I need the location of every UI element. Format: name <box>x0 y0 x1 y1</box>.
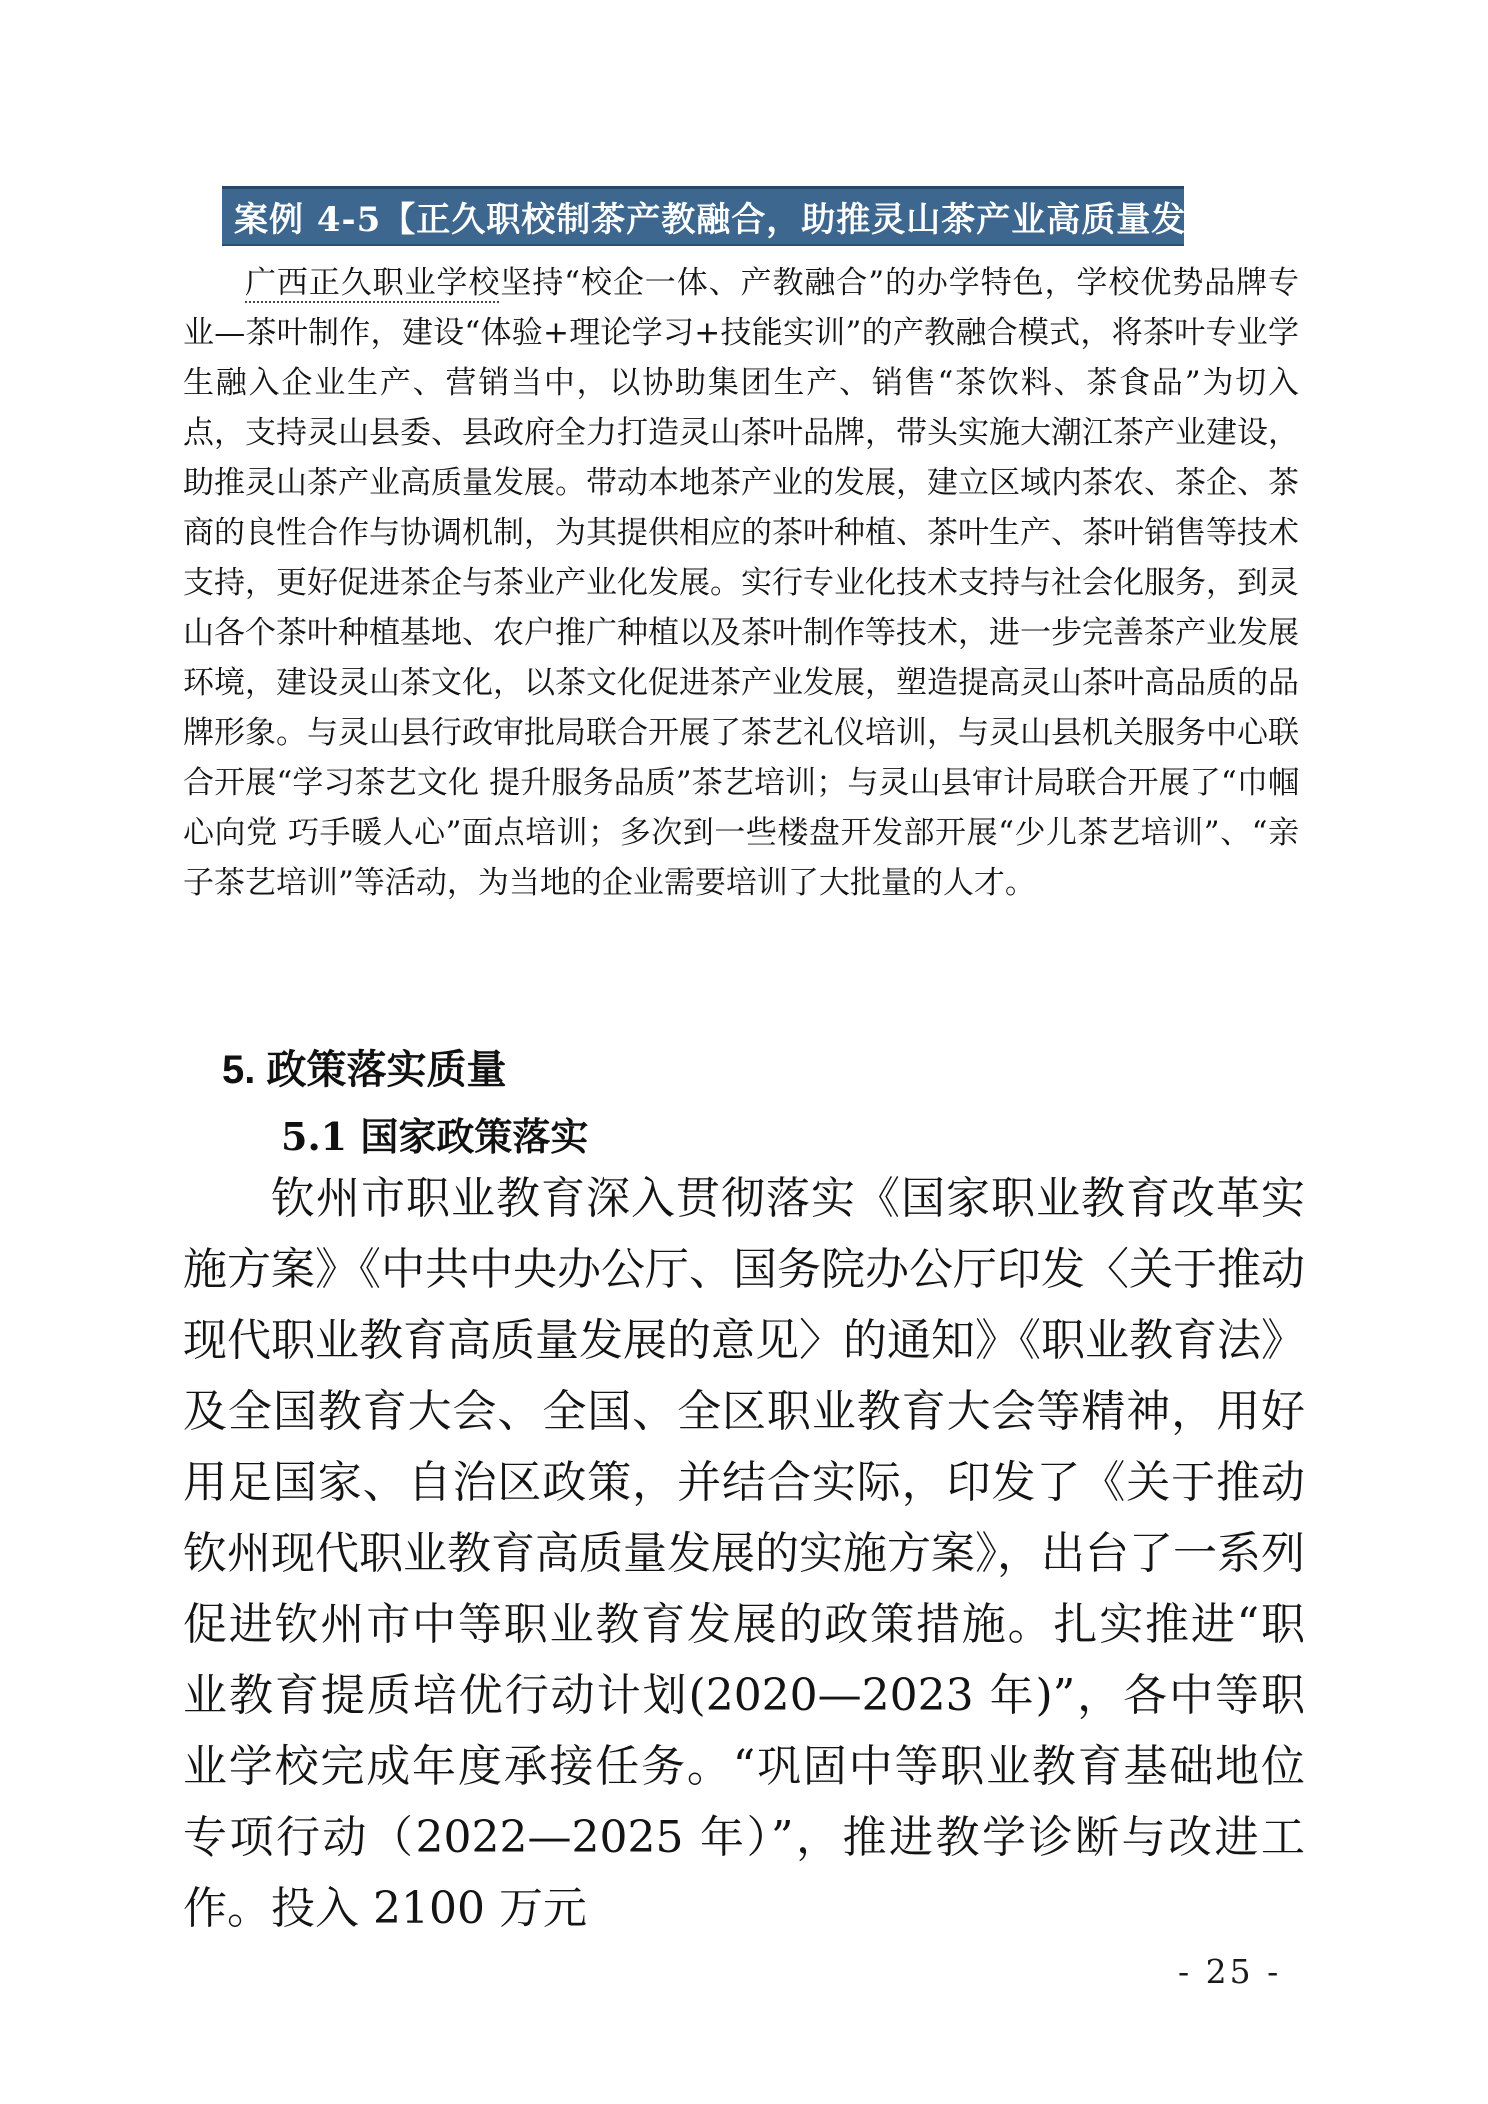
case-body-lead-emphasis: 广西正久职业学校 <box>245 265 501 301</box>
case-body-paragraph <box>183 258 1299 908</box>
case-body-text: 坚持“校企一体、产教融合”的办学特色，学校优势品牌专业—茶叶制作，建设“体验+理论学习+技能实训”的产教融合模式，将茶叶专业学生融入企业生产、营销当中，以协助集团生产、销售“茶饮料、茶食品”为切入点，支持灵山县委、县政府全力打造灵山茶叶品牌，带头实施大潮江茶产业建设，助推灵山茶产业高质量发展。带动本地茶产业的发展，建立区域内茶农、茶企、茶商的良性合作与协调机制，为其提供相应的茶叶种植、茶叶生产、茶叶销售等技术支持，更好促进茶企与茶业产业化发展。实行专业化技术支持与社会化服务，到灵山各个茶叶种植基地、农户推广种植以及茶叶制作等技术，进一步完善茶产业发展环境，建设灵山茶文化，以茶文化促进茶产业发展，塑造提高灵山茶叶高品质的品牌形象。与灵山县行政审批局联合开展了茶艺礼仪培训，与灵山县机关服务中心联合开展“学习茶艺文化 提升服务品质”茶艺培训；与灵山县审计局联合开展了“巾帼心向党 巧手暖人心”面点培训；多次到一些楼盘开发部开展“少儿茶艺培训”、“亲子茶艺培训”等活动，为当地的企业需要培训了大批量的人才。 <box>183 265 1299 901</box>
case-banner <box>222 186 1257 246</box>
case-banner-title: 案例 4-5【正久职校制茶产教融合，助推灵山茶产业高质量发展】 <box>234 200 1257 240</box>
section-heading: 5. 政策落实质量 <box>222 1048 507 1092</box>
section-subheading: 5.1 国家政策落实 <box>281 1114 589 1159</box>
page-number: - 25 - <box>1178 1952 1282 1991</box>
policy-body-paragraph: 钦州市职业教育深入贯彻落实《国家职业教育改革实施方案》《中共中央办公厅、国务院办公厅印发〈关于推动现代职业教育高质量发展的意见〉的通知》《职业教育法》及全国教育大会、全国、全区职业教育大会等精神，用好用足国家、自治区政策，并结合实际，印发了《关于推动钦州现代职业教育高质量发展的实施方案》，出台了一系列促进钦州市中等职业教育发展的政策措施。扎实推进“职业教育提质培优行动计划(2020—2023 年)”，各中等职业学校完成年度承接任务。“巩固中等职业教育基础地位专项行动（2022—2025 年）”，推进教学诊断与改进工作。投入 2100 万元 <box>183 1173 1305 1934</box>
